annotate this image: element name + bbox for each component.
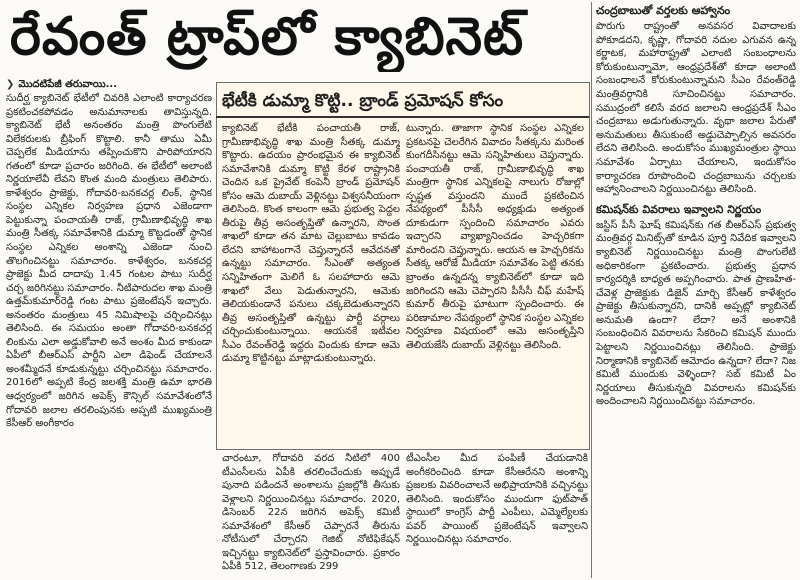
section-heading-commission: కమిషన్‌కు వివరాలు ఇవ్వాలని నిర్ణయం xyxy=(596,202,762,216)
section-heading-chandrababu: చంద్రబాబుతో వర్తలకు ఆహ్వానం xyxy=(596,4,731,17)
boxed-story-column-2 xyxy=(406,122,584,446)
article-column-1 xyxy=(6,92,212,578)
right-sidebar-column xyxy=(596,4,796,578)
boxed-story-headline: భేటీకి డుమ్మా కొట్టి.. బ్రాండ్ ప్రమోషన్ కోసం xyxy=(222,91,504,111)
boxed-story-column-1 xyxy=(222,122,400,446)
article-paragraph: సుదీర్ఘ క్యాబినెట్ భేటీలో చివరికి ఎలాంటి కార్యాచరణ ప్రకటించకపోవడం అనుమానాలకు తావిస్తున్నది. క్యాబినెట్ భేటీ అనంతరం మంత్రి పొంగులేటి విలేకరులకు బ్రీఫింగ్ కొట్టాలి. కానీ తాము ఏమీ చెప్పలేక మీడియాను తప్పించుకొని పారిపోయారని గతంలో కూడా ప్రచారం జరిగింది. ఈ భేటీలో అలాంటి నిర్ణయాలేవీ లేవని కొంత మంది మంత్రులు తెలిపారు. కాళేశ్వరం ప్రాజెక్టు, గోదావరి-బనకచర్ల లింక్, స్థానిక సంస్థల ఎన్నికల నిర్వహణ ప్రధాన ఎజెండాగా పెట్టుకున్నా పంచాయతీ రాజ్, గ్రామీణాభివృద్ధి శాఖ మంత్రి సీతక్క సమావేశానికి డుమ్మా కొట్టడంతో స్థానిక సంస్థల ఎన్నికల అంశాన్ని ఎజెండా నుంచి తొలగించినట్టు సమాచారం. కాళేశ్వరం, బనకచర్ల ప్రాజెక్టు మీద దాదాపు 1.45 గంటల పాటు సుదీర్ఘ చర్చ జరిగినట్టు సమాచారం. నీటిపారుదల శాఖ మంత్రి ఉత్తమ్‌కుమార్‌రెడ్డి గంట పాటు ప్రజెంటేషన్ ఇచ్చారు. అనంతరం మంత్రులు 45 నిమిషాలపై చర్చించినట్లు తెలిసింది. ఈ సమయం అంతా గోదావరి-బనకచర్ల లింకును ఎలా అడ్డుకోవాలి అనే అంశం మీద కాకుండా ఏపీలో బీఆర్ఎస్ పార్టీని ఎలా డిఫెండ్ చేయాలనే అంశమ్మీదనే కూడుకున్నట్టు చర్చించినట్టు సమాచారం. 2016లో అప్పటి కేంద్ర జలశక్తి మంత్రి ఉమా భారతి ఆధ్వర్యంలో జరిగిన అపెక్స్ కౌన్సిల్ సమావేశంలోనే గోదావరి జలాల తరలింపునకు అప్పటి ముఖ్యమంత్రి కేసీఆర్ అంగీకారం xyxy=(6,93,212,430)
article-paragraph: చారంటూ, గోదావరి వరద నీటిలో 400 టీఎంసీలను ఏపీకి తరలించేందుకు అప్పుడే పునాది పడిందనే అంశాలను ప్రజల్లోకి తీసుకు వెళ్లాలని నిర్ణయించినట్లు సమాచారం. 2020, డిసెంబర్ 22న జరిగిన అపెక్స్ కమిటీ సమావేశంలో కేసీఆర్ చెప్పారనే తీరును నోటీసులో చేర్చారని గెజిట్ నోటిఫికేషన్ ఇచ్చినట్టు క్యాబినెట్‌లో ప్రస్తావించారు. ప్రకారం ఏపీకి 512, తెలంగాణకు 299 xyxy=(222,453,400,573)
main-headline: రేవంత్ ట్రాప్‌లో క్యాబినెట్ xyxy=(10,7,525,67)
column-divider xyxy=(591,2,592,578)
section-body: జస్టిస్ పీసీ ఘోష్ కమిషన్‌కు గత బీఆర్ఎస్ ప్రభుత్వ మంత్రివర్గ మినిట్స్‌తో కూడిన పూర్తి నివేదిక ఇవ్వాలని క్యాబినెట్ నిర్ణయించినట్టు మంత్రి పొంగులేటి అధికారికంగా ప్రకటించారు. ప్రభుత్వ ప్రధాన కార్యదర్శికి బాధ్యత అప్పగించారు. పాత ప్రాణహిత-చేవెళ్ల ప్రాజెక్టుకు డిజైన్ మార్చి కేసీఆర్ కాళేశ్వరం ప్రాజెక్టు తీసుకున్నారని, దానికి అప్పట్లో క్యాబినెట్ అనుమతి ఉందా? లేదా? అనే అంశానికి సంబంధించిన వివరాలను సేకరించి కమిషన్ ముందు పెట్టాలని నిర్ణయించినట్లు తెలిసింది. ప్రాజెక్టు నిర్మాణానికి క్యాబినెట్ ఆమోదం ఉన్నదా? లేదా? నిజ కమిటీ ముందుకు వెళ్ళిందా? సబ్ కమిటీ ఏం నిర్ణయాలు తీసుకున్నది వివరాలను కమిషన్‌కు అందించాలని నిర్ణయించినట్టు సమాచారం. xyxy=(596,219,796,408)
kicker-label: మొదటిపేజీ తరువాయి... xyxy=(18,79,118,90)
article-paragraph: టున్నారు. తాజాగా స్థానిక సంస్థల ఎన్నికల ప్రకటనపై చెలరేగిన వివాదం సీతక్కను మరింత కుంగదీసినట్టు ఆమె సన్నిహితులు చెప్తున్నారు. పంచాయతీ రాజ్, గ్రామీణాభివృద్ధి శాఖ మంత్రిగా స్థానిక ఎన్నికలపై నాలుగు రోజుల్లో స్పష్టత వస్తుందని ముందే ప్రకటించిన నేపథ్యంలో పీసీసీ అధ్యక్షుడు అత్యంత దూకుడుగా స్పందించి సమాచారం ఎవరు ఇచ్చారని వ్యాఖ్యానించడం హెచ్చరికగా మారిందని చెప్తున్నారు. ఆయన ఆ హెచ్చరికను సీతక్క ఆరోజే మీడియా సమావేశం పెట్టి తనకు బ్రాంతం ఉన్నదన్న క్యాబినెట్‌లో కూడా ఇది జరిగిందని ఆమె చెప్పారని పీసీసీ చీఫ్ మహేష్ కుమార్ తీరుపై ఘాటుగా స్పందించారు. ఈ పరిణామాల నేపథ్యంలో స్థానిక సంస్థల ఎన్నికల నిర్వహణ విషయంలో ఆమె అసంతృప్తిని తెలియజేసి దుబాయ్ వెళ్లినట్టు తెలిసింది. xyxy=(406,123,584,351)
divider xyxy=(216,116,589,118)
article-column-2 xyxy=(222,452,400,578)
continuation-kicker xyxy=(6,78,212,92)
article-paragraph: టీఎంసీల మీద పంపిణీ చేయడానికి అంగీకరించింది కూడా కేసీఆరేనని అంశాన్ని ప్రజలకు వివరించాలనే అభిప్రాయానికి వచ్చినట్టు తెలిసింది. ఇందుకోసం ముందుగా ఫుట్‌పాత్ స్థాయిలో కాంగ్రెస్ పార్టీ ఎంపీలు, ఎమ్మెల్యేలకు పవర్ పాయింట్ ప్రజెంటేషన్ ఇవ్వాలని నిర్ణయించినట్లు సమాచారం. xyxy=(406,453,588,546)
article-column-3 xyxy=(406,452,588,578)
chevron-right-icon: ❯ xyxy=(6,79,15,90)
article-paragraph: క్యాబినెట్ భేటీకి పంచాయతీ రాజ్, గ్రామీణాభివృద్ధి శాఖ మంత్రి సీతక్క డుమ్మా కొట్టారు. ఉదయం ప్రారంభమైన ఈ క్యాబినెట్ సమావేశానికి డుమ్మా కొట్టి కేరళ రాష్ట్రానికి చెందిన ఒక ప్రైవేట్ కంపెనీ బ్రాండ్ ప్రమోషన్ కోసం ఆమె దుబాయ్ వెళ్లినట్టు విశ్వసనీయంగా తెలిసింది. కొంత కాలంగా ఆమె ప్రభుత్వ పెద్దల తీరుపై తీవ్ర అసంతృప్తితో ఉన్నారని, సొంత శాఖలో కూడా తన మాట చెల్లుబాటు కావడం లేదని బాహాటంగానే చెప్తున్నారనే ఆవేదనతో ఉన్నట్టు సమాచారం. సీఎంతో అత్యంత సన్నిహితంగా మెలిగే ఓ సలహాదారు ఆమె శాఖలో వేలు పెడుతున్నారని, ఆమెకు తెలియకుండానే పనులు చక్కబెడుతున్నారని తీవ్ర అసంతృప్తితో ఉన్నట్టు పార్టీ వర్గాలు చర్చించుకుంటున్నాయి. ఆయనకే ఇటీవల సీఎం రేవంత్‌రెడ్డి ఇద్దరు విందుకు కూడా ఆమె డుమ్మా కొట్టినట్టు మాట్లాడుకుంటున్నారు. xyxy=(222,123,400,365)
section-body: పొరుగు రాష్ట్రంతో అనవసర వివాదాలకు పోకూడదని, కృష్ణా, గోదావరి నదుల ఎగువన ఉన్న కర్ణాటక, మహారాష్ట్రతో ఎలాంటి సంబంధాలను కోరుకుంటున్నామో, ఆంధ్రప్రదేశ్‌తో కూడా అలాంటి సంబంధాలనే కోరుకుంటున్నామని సీఎం రేవంత్‌రెడ్డి మంత్రివర్గానికి సూచించినట్టు సమాచారం. సముద్రంలో కలిసే వరద జలాలని ఆంధ్రప్రదేశ్ సీఎం చంద్రబాబు అడుగుతున్నారు. వృథా జలాల పేరుతో అనుమతులు తీసుకుంటే అడ్డుచెప్పాల్సిన అవసరం లేదని తెలిసింది. అందుకోసం ముఖ్యమంత్రుల స్థాయి సమావేశం ఏర్పాటు చేయాలని, ఇందుకోసం కార్యాచరణ రూపొందించి చంద్రబాబును చర్చలకు ఆహ్వానించాలని నిర్ణయించినట్టు తెలిసింది. xyxy=(596,21,796,196)
